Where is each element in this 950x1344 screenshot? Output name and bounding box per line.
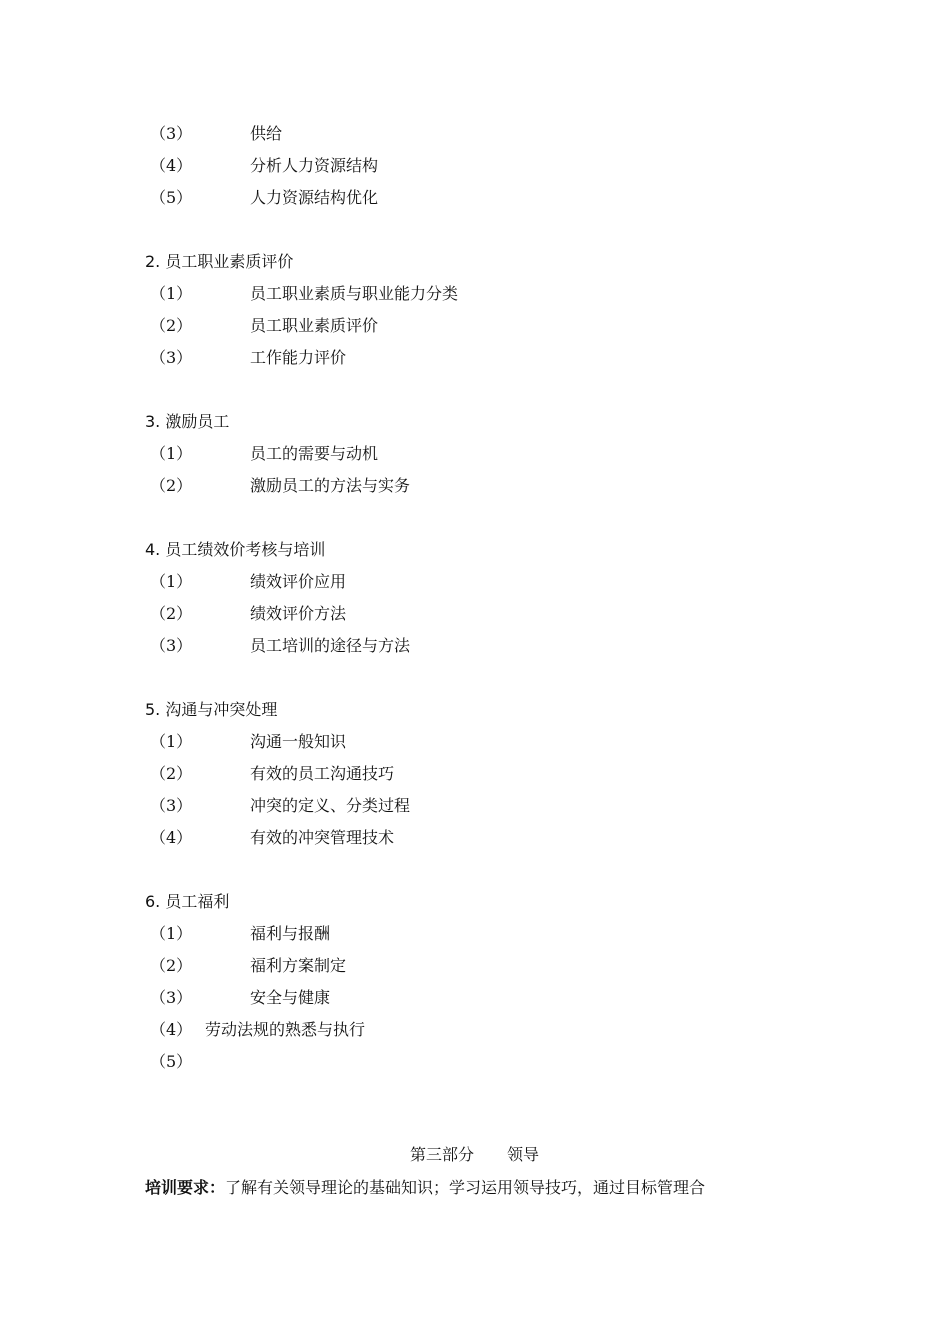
item-text: 劳动法规的熟悉与执行	[205, 1020, 366, 1039]
item-text: 安全与健康	[250, 988, 331, 1007]
item-text: 分析人力资源结构	[250, 156, 379, 175]
item-text: 有效的冲突管理技术	[250, 828, 395, 847]
part-name: 领导	[507, 1145, 540, 1164]
item-number: （1）	[150, 732, 193, 751]
item-number: （3）	[150, 124, 193, 143]
item-number: （1）	[150, 444, 193, 463]
section-heading: 2. 员工职业素质评价	[145, 252, 294, 271]
item-text: 绩效评价应用	[250, 572, 347, 591]
item-number: （2）	[150, 764, 193, 783]
part-title	[0, 1143, 950, 1167]
part-label: 第三部分	[410, 1145, 475, 1164]
item-text: 绩效评价方法	[250, 604, 347, 623]
section-heading: 5. 沟通与冲突处理	[145, 700, 278, 719]
item-number: （2）	[150, 956, 193, 975]
item-text: 沟通一般知识	[250, 732, 347, 751]
item-number: （3）	[150, 988, 193, 1007]
item-text: 人力资源结构优化	[250, 188, 379, 207]
item-number: （4）	[150, 1020, 193, 1039]
section-heading: 6. 员工福利	[145, 892, 230, 911]
item-number: （4）	[150, 156, 193, 175]
item-number: （2）	[150, 476, 193, 495]
item-text: 员工培训的途径与方法	[250, 636, 411, 655]
item-number: （2）	[150, 316, 193, 335]
item-number: （3）	[150, 636, 193, 655]
item-number: （5）	[150, 1052, 193, 1071]
training-requirement	[145, 1176, 705, 1200]
item-text: 有效的员工沟通技巧	[250, 764, 395, 783]
item-number: （2）	[150, 604, 193, 623]
item-text: 员工职业素质评价	[250, 316, 379, 335]
item-number: （4）	[150, 828, 193, 847]
section-heading: 3. 激励员工	[145, 412, 230, 431]
item-number: （1）	[150, 284, 193, 303]
requirement-text: 了解有关领导理论的基础知识；学习运用领导技巧，通过目标管理合	[225, 1178, 706, 1197]
item-text: 激励员工的方法与实务	[250, 476, 411, 495]
item-text: 冲突的定义、分类过程	[250, 796, 411, 815]
section-heading: 4. 员工绩效价考核与培训	[145, 540, 326, 559]
requirement-label: 培训要求：	[145, 1178, 226, 1197]
item-text: 工作能力评价	[250, 348, 347, 367]
item-text: 员工职业素质与职业能力分类	[250, 284, 459, 303]
item-number: （1）	[150, 572, 193, 591]
item-number: （5）	[150, 188, 193, 207]
item-number: （3）	[150, 348, 193, 367]
item-text: 福利与报酬	[250, 924, 331, 943]
item-text: 员工的需要与动机	[250, 444, 379, 463]
item-text: 福利方案制定	[250, 956, 347, 975]
item-number: （3）	[150, 796, 193, 815]
item-number: （1）	[150, 924, 193, 943]
item-text: 供给	[250, 124, 283, 143]
